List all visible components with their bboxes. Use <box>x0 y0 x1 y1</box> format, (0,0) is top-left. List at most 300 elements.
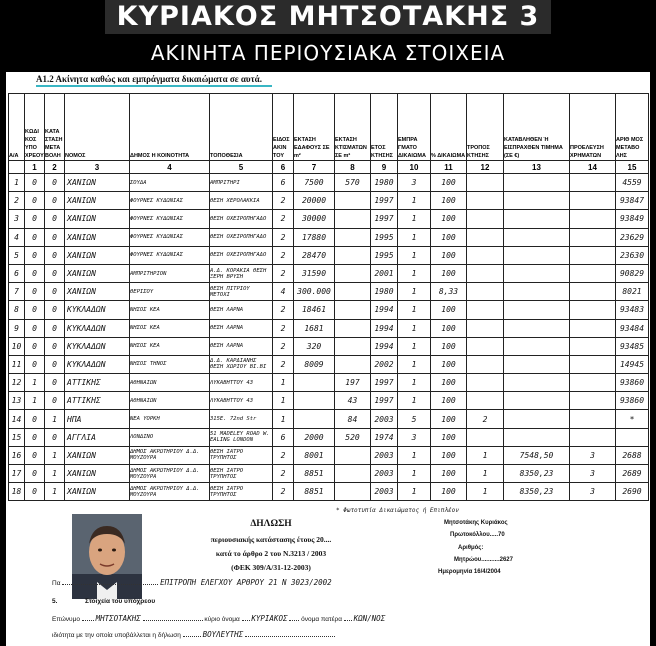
table-cell: 23630 <box>616 246 649 264</box>
table-cell: ΗΠΑ <box>65 410 130 428</box>
table-cell: 0 <box>25 446 45 464</box>
table-cell <box>294 410 335 428</box>
table-cell: 1 <box>467 483 504 501</box>
table-cell: 12 <box>9 374 25 392</box>
table-cell: 0 <box>25 483 45 501</box>
table-cell: ΑΜΠΡΙΤΗΡΙ <box>210 174 273 192</box>
section-heading <box>52 598 155 605</box>
table-cell <box>504 428 570 446</box>
table-cell: 8851 <box>294 465 335 483</box>
table-cell <box>504 337 570 355</box>
table-cell: ΘΕΣΗ ΛΑΡΝΑ <box>210 337 273 355</box>
table-cell: ΚΥΚΛΑΔΩΝ <box>65 319 130 337</box>
table-cell: 1997 <box>371 392 398 410</box>
table-cell: Δ.Δ. ΚΑΡΔΙΑΝΗΣ ΘΕΣΗ ΧΩΡΙΟΥ ΒΙ.ΒΙ <box>210 355 273 373</box>
table-cell: 6 <box>273 174 294 192</box>
table-cell <box>504 355 570 373</box>
table-cell: * <box>616 410 649 428</box>
table-cell <box>616 428 649 446</box>
table-cell: ΑΓΓΛΙΑ <box>65 428 130 446</box>
column-number-cell: 1 <box>25 161 45 174</box>
banner-subtitle: ΑΚΙΝΗΤΑ ΠΕΡΙΟΥΣΙΑΚΑ ΣΤΟΙΧΕΙΑ <box>150 41 506 65</box>
table-cell: 4 <box>273 283 294 301</box>
table-cell: ΦΟΥΡΝΕΣ ΚΥΔΩΝΙΑΣ <box>130 228 210 246</box>
table-cell: 1994 <box>371 301 398 319</box>
recipient-value: ΕΠΙΤΡΟΠΗ ΕΛΕΓΧΟΥ ΑΡΘΡΟΥ 21 Ν 3023/2002 <box>160 578 332 587</box>
table-cell: ΧΑΝΙΩΝ <box>65 174 130 192</box>
table-row <box>9 319 649 337</box>
table-cell: 8009 <box>294 355 335 373</box>
column-number-cell <box>9 161 25 174</box>
section-label: Στοιχεία του υπόχρεου <box>85 598 156 605</box>
table-cell: 1 <box>398 228 431 246</box>
table-cell: 1 <box>398 301 431 319</box>
banner-title-bar <box>0 0 656 34</box>
table-cell: ΝΗΣΟΣ ΚΕΑ <box>130 337 210 355</box>
table-cell: 28470 <box>294 246 335 264</box>
father-label: όνομα πατέρα <box>301 616 342 623</box>
table-cell <box>335 246 371 264</box>
table-cell: 100 <box>431 483 467 501</box>
column-header: % ΔΙΚΑΙΩΜΑ <box>431 94 467 161</box>
table-cell <box>570 246 616 264</box>
capacity-row <box>52 630 335 639</box>
table-cell: ΘΕΡΙΣΟΥ <box>130 283 210 301</box>
table-row <box>9 174 649 192</box>
table-cell: 100 <box>431 337 467 355</box>
table-row <box>9 392 649 410</box>
table-cell: 1 <box>25 392 45 410</box>
table-cell: 1997 <box>371 210 398 228</box>
table-cell: 93485 <box>616 337 649 355</box>
table-cell <box>570 174 616 192</box>
table-cell: 3 <box>398 428 431 446</box>
table-cell: ΘΕΣΗ ΛΑΡΝΑ <box>210 319 273 337</box>
table-cell: 93484 <box>616 319 649 337</box>
table-cell: ΑΘΗΝΑΙΩΝ <box>130 374 210 392</box>
table-cell <box>335 210 371 228</box>
table-cell: 2 <box>273 192 294 210</box>
column-number-cell: 4 <box>130 161 210 174</box>
table-cell: 6 <box>9 264 25 282</box>
registry-date: Ημερομηνία 16/4/2004 <box>438 569 501 575</box>
table-cell: 13 <box>9 392 25 410</box>
table-cell: 100 <box>431 374 467 392</box>
table-cell: 20000 <box>294 192 335 210</box>
table-cell: ΘΕΣΗ ΟΧΕΙΡΟΠΗΓΑΔΟ <box>210 228 273 246</box>
table-cell: 93860 <box>616 374 649 392</box>
table-cell: ΘΕΣΗ ΙΑΤΡΟ ΤΡΥΠΗΤΟΣ <box>210 483 273 501</box>
table-cell: 1681 <box>294 319 335 337</box>
table-cell: 0 <box>25 337 45 355</box>
table-cell: ΑΘΗΝΑΙΩΝ <box>130 392 210 410</box>
declaration-line-3: (ΦΕΚ 309/Α/31-12-2003) <box>231 563 311 572</box>
table-cell: 8350,23 <box>504 465 570 483</box>
table-cell: 315E. 72nd Str <box>210 410 273 428</box>
table-cell: 1994 <box>371 337 398 355</box>
table-cell: ΝΗΣΟΣ ΤΗΝΟΣ <box>130 355 210 373</box>
table-cell: 18 <box>9 483 25 501</box>
table-cell: 0 <box>25 465 45 483</box>
capacity-label: ιδιότητα με την οποία υποβάλλεται η δήλωση <box>52 632 181 639</box>
table-cell: 2 <box>273 301 294 319</box>
registry-number: Μητρώου...........2627 <box>454 557 513 563</box>
table-row <box>9 337 649 355</box>
table-cell: ΝΕΑ ΥΟΡΚΗ <box>130 410 210 428</box>
table-header-row <box>9 94 649 161</box>
table-cell: 93483 <box>616 301 649 319</box>
column-header: ΤΟΠΟΘΕΣΙΑ <box>210 94 273 161</box>
table-cell <box>467 174 504 192</box>
column-header: ΕΤΟΣ ΚΤΗΣΗΣ <box>371 94 398 161</box>
table-cell: 2 <box>467 410 504 428</box>
column-number-cell: 10 <box>398 161 431 174</box>
table-cell: 0 <box>45 301 65 319</box>
column-header: ΚΩΔΙ ΚΟΣ ΥΠΟ ΧΡΕΟΥ <box>25 94 45 161</box>
table-cell <box>504 283 570 301</box>
table-cell: 7 <box>9 283 25 301</box>
table-cell: 2 <box>9 192 25 210</box>
table-cell: ΔΗΜΟΣ ΑΚΡΩΤΗΡΙΟΥ Δ.Δ. ΜΟΥΖΟΥΡΑ <box>130 465 210 483</box>
table-cell: 10 <box>9 337 25 355</box>
table-cell: 1 <box>273 410 294 428</box>
table-cell <box>570 319 616 337</box>
firstname-value: ΚΥΡΙΑΚΟΣ <box>251 614 288 623</box>
table-cell: 100 <box>431 465 467 483</box>
table-cell: 0 <box>45 228 65 246</box>
table-cell: 2 <box>273 319 294 337</box>
table-cell: 1 <box>398 319 431 337</box>
table-cell: 0 <box>25 428 45 446</box>
table-cell: 100 <box>431 174 467 192</box>
table-cell <box>335 228 371 246</box>
table-cell <box>335 301 371 319</box>
table-cell: 0 <box>45 174 65 192</box>
table-cell: 1 <box>398 392 431 410</box>
table-cell: 8021 <box>616 283 649 301</box>
table-cell: 1 <box>9 174 25 192</box>
column-header: ΕΙΔΟΣ ΑΚΙΝ ΤΟΥ <box>273 94 294 161</box>
column-number-cell: 8 <box>335 161 371 174</box>
table-cell: 8350,23 <box>504 483 570 501</box>
table-cell: 14 <box>9 410 25 428</box>
column-header: ΕΚΤΑΣΗ ΚΤΙΣΜΑΤΩΝ ΣΕ m² <box>335 94 371 161</box>
table-cell <box>294 374 335 392</box>
table-cell: 1 <box>398 246 431 264</box>
table-cell <box>467 337 504 355</box>
table-cell: 2 <box>273 465 294 483</box>
column-header: ΕΜΠΡΑ ΓΜΑΤΟ ΔΙΚΑΙΩΜΑ <box>398 94 431 161</box>
surname-value: ΜΗΤΣΟΤΑΚΗΣ <box>95 614 141 623</box>
capacity-value: ΒΟΥΛΕΥΤΗΣ <box>202 630 244 639</box>
table-cell: 0 <box>45 374 65 392</box>
table-cell: 8001 <box>294 446 335 464</box>
table-cell <box>570 192 616 210</box>
table-cell: ΦΟΥΡΝΕΣ ΚΥΔΩΝΙΑΣ <box>130 210 210 228</box>
father-value: ΚΩΝ/ΝΟΣ <box>353 614 386 623</box>
table-cell: 1980 <box>371 174 398 192</box>
table-cell <box>294 392 335 410</box>
table-cell <box>335 283 371 301</box>
table-cell: 2000 <box>294 428 335 446</box>
table-cell: ΑΜΠΡΙΤΗΡΙΟΝ <box>130 264 210 282</box>
table-row <box>9 374 649 392</box>
table-cell <box>504 228 570 246</box>
table-cell: 1 <box>398 192 431 210</box>
table-cell <box>570 210 616 228</box>
table-cell: 4559 <box>616 174 649 192</box>
table-cell: ΝΗΣΟΣ ΚΕΑ <box>130 301 210 319</box>
table-cell <box>570 410 616 428</box>
table-cell: ΚΥΚΛΑΔΩΝ <box>65 337 130 355</box>
table-cell: 0 <box>45 283 65 301</box>
table-cell <box>504 374 570 392</box>
table-cell: 100 <box>431 228 467 246</box>
table-cell <box>504 319 570 337</box>
table-cell <box>467 428 504 446</box>
column-number-cell: 5 <box>210 161 273 174</box>
table-cell: ΝΗΣΟΣ ΚΕΑ <box>130 319 210 337</box>
table-cell: 100 <box>431 301 467 319</box>
table-cell: 197 <box>335 374 371 392</box>
table-cell <box>570 337 616 355</box>
table-cell <box>467 210 504 228</box>
column-number-cell: 7 <box>294 161 335 174</box>
column-number-cell: 14 <box>570 161 616 174</box>
table-row <box>9 210 649 228</box>
table-cell: 1 <box>398 483 431 501</box>
table-cell: 1 <box>398 283 431 301</box>
table-row <box>9 246 649 264</box>
table-cell: 1 <box>45 465 65 483</box>
assets-table <box>8 93 649 501</box>
table-cell: 0 <box>25 192 45 210</box>
column-header: ΤΡΟΠΟΣ ΚΤΗΣΗΣ <box>467 94 504 161</box>
table-cell: 3 <box>570 465 616 483</box>
column-number-cell: 9 <box>371 161 398 174</box>
table-cell: 17 <box>9 465 25 483</box>
table-cell: 1 <box>398 374 431 392</box>
table-cell: ΘΕΣΗ ΟΧΕΙΡΟΠΗΓΑΔΟ <box>210 246 273 264</box>
table-cell: 2001 <box>371 264 398 282</box>
table-cell <box>335 483 371 501</box>
table-cell <box>467 246 504 264</box>
table-cell: 1994 <box>371 319 398 337</box>
table-cell: 90829 <box>616 264 649 282</box>
table-row <box>9 192 649 210</box>
table-cell: 1 <box>273 392 294 410</box>
table-cell: 1997 <box>371 192 398 210</box>
table-cell: 100 <box>431 319 467 337</box>
table-row <box>9 228 649 246</box>
table-cell: 1995 <box>371 246 398 264</box>
column-header: ΚΑΤΑΒΛΗΘΕΝ Ή ΕΙΣΠΡΑΧΘΕΝ ΤΙΜΗΜΑ (ΣΕ €) <box>504 94 570 161</box>
table-cell: ΛΥΚΑΒΗΤΤΟΥ 43 <box>210 374 273 392</box>
declaration-line-2: κατά το άρθρο 2 του Ν.3213 / 2003 <box>215 549 327 558</box>
table-cell: 300.000 <box>294 283 335 301</box>
table-cell: 0 <box>45 428 65 446</box>
table-cell <box>504 246 570 264</box>
table-cell: 30000 <box>294 210 335 228</box>
table-cell <box>467 355 504 373</box>
column-number-cell: 11 <box>431 161 467 174</box>
declaration-line-1: περιουσιακής κατάστασης έτους 20.... <box>210 535 332 544</box>
table-cell: 2002 <box>371 355 398 373</box>
table-cell: 23629 <box>616 228 649 246</box>
table-cell <box>335 465 371 483</box>
table-cell <box>467 264 504 282</box>
column-header: ΑΡΙΘ ΜΟΣ ΜΕΤΑΒΟ ΛΗΣ <box>616 94 649 161</box>
table-cell: ΑΤΤΙΚΗΣ <box>65 374 130 392</box>
table-cell: 7500 <box>294 174 335 192</box>
column-header: ΝΟΜΟΣ <box>65 94 130 161</box>
table-cell: ΣΟΥΔΑ <box>130 174 210 192</box>
table-cell: 2690 <box>616 483 649 501</box>
table-cell: 100 <box>431 355 467 373</box>
table-cell: 0 <box>25 319 45 337</box>
table-cell: 8,33 <box>431 283 467 301</box>
table-cell: 0 <box>45 192 65 210</box>
table-cell: ΧΑΝΙΩΝ <box>65 283 130 301</box>
table-cell: 2 <box>273 337 294 355</box>
table-cell <box>467 301 504 319</box>
table-cell: ΛΥΚΑΒΗΤΤΟΥ 43 <box>210 392 273 410</box>
table-cell: 9 <box>9 319 25 337</box>
table-cell: 18461 <box>294 301 335 319</box>
table-cell <box>570 228 616 246</box>
table-cell <box>504 210 570 228</box>
column-number-cell: 13 <box>504 161 570 174</box>
section-number: 5. <box>52 598 58 605</box>
table-cell <box>504 264 570 282</box>
table-cell <box>570 392 616 410</box>
table-cell: 43 <box>335 392 371 410</box>
table-cell: 0 <box>25 174 45 192</box>
registry-number-label: Αριθμός: <box>458 545 484 551</box>
table-cell: 2 <box>273 446 294 464</box>
table-cell <box>504 192 570 210</box>
registry-name: Μητσοτάκης Κυριάκος <box>444 520 508 526</box>
table-row <box>9 410 649 428</box>
column-header: Α/Α <box>9 94 25 161</box>
table-cell: ΧΑΝΙΩΝ <box>65 446 130 464</box>
table-cell: 520 <box>335 428 371 446</box>
registry-protocol: Πρωτοκόλλου.....70 <box>450 532 505 538</box>
table-cell <box>570 428 616 446</box>
table-cell <box>335 192 371 210</box>
table-cell: 1997 <box>371 374 398 392</box>
table-cell <box>570 301 616 319</box>
table-cell <box>467 283 504 301</box>
table-cell: 1974 <box>371 428 398 446</box>
table-cell: 15 <box>9 428 25 446</box>
recipient-row <box>52 578 332 587</box>
table-cell: 1995 <box>371 228 398 246</box>
table-cell: 2688 <box>616 446 649 464</box>
table-cell: ΘΕΣΗ ΧΕΡΟΛΑΚΚΙΑ <box>210 192 273 210</box>
table-cell: ΧΑΝΙΩΝ <box>65 483 130 501</box>
table-cell <box>570 283 616 301</box>
table-cell: 0 <box>25 410 45 428</box>
table-cell: ΔΗΜΟΣ ΑΚΡΩΤΗΡΙΟΥ Δ.Δ. ΜΟΥΖΟΥΡΑ <box>130 483 210 501</box>
table-cell: 2003 <box>371 446 398 464</box>
table-cell: 2 <box>273 483 294 501</box>
table-cell: 4 <box>9 228 25 246</box>
handwritten-note: * Φωτοτυπία Δικαιώματος ή Επιπλέον <box>336 507 459 514</box>
table-cell: 1 <box>45 446 65 464</box>
table-cell: 320 <box>294 337 335 355</box>
table-cell: 100 <box>431 446 467 464</box>
table-cell: 11 <box>9 355 25 373</box>
table-cell: 14945 <box>616 355 649 373</box>
table-cell: 3 <box>570 483 616 501</box>
table-cell: 2 <box>273 264 294 282</box>
table-cell <box>504 174 570 192</box>
table-cell <box>504 410 570 428</box>
table-cell: 2 <box>273 210 294 228</box>
table-cell: 3 <box>570 446 616 464</box>
table-cell: 16 <box>9 446 25 464</box>
table-cell: 2689 <box>616 465 649 483</box>
column-header: ΕΚΤΑΣΗ ΕΔΑΦΟΥΣ ΣΕ m² <box>294 94 335 161</box>
column-number-row <box>9 161 649 174</box>
table-cell <box>335 319 371 337</box>
table-cell: 100 <box>431 410 467 428</box>
table-cell: ΘΕΣΗ ΠΙΤΡΙΟΥ ΜΕΤΟΧΙ <box>210 283 273 301</box>
table-cell: 31590 <box>294 264 335 282</box>
table-cell: 100 <box>431 192 467 210</box>
table-cell: 93849 <box>616 210 649 228</box>
table-cell: 0 <box>45 264 65 282</box>
table-cell: 2003 <box>371 465 398 483</box>
table-cell: 0 <box>45 392 65 410</box>
table-cell: ΔΗΜΟΣ ΑΚΡΩΤΗΡΙΟΥ Δ.Δ. ΜΟΥΖΟΥΡΑ <box>130 446 210 464</box>
table-cell <box>504 392 570 410</box>
table-cell: ΘΕΣΗ ΙΑΤΡΟ ΤΡΥΠΗΤΟΣ <box>210 446 273 464</box>
column-header: ΠΡΟΕΛΕΥΣΗ ΧΡΗΜΑΤΩΝ <box>570 94 616 161</box>
table-cell: ΦΟΥΡΝΕΣ ΚΥΔΩΝΙΑΣ <box>130 192 210 210</box>
table-cell: 1 <box>398 264 431 282</box>
table-cell: 570 <box>335 174 371 192</box>
table-cell: 1 <box>25 374 45 392</box>
table-cell <box>467 374 504 392</box>
table-cell: 100 <box>431 210 467 228</box>
table-cell: 2003 <box>371 410 398 428</box>
table-cell: 1 <box>467 446 504 464</box>
table-cell: 3 <box>398 174 431 192</box>
declaration-page <box>6 72 650 646</box>
table-cell: 1 <box>398 210 431 228</box>
table-cell: ΧΑΝΙΩΝ <box>65 246 130 264</box>
table-cell: 17880 <box>294 228 335 246</box>
table-cell: ΘΕΣΗ ΛΑΡΝΑ <box>210 301 273 319</box>
table-cell: 0 <box>45 319 65 337</box>
table-row <box>9 446 649 464</box>
table-body <box>9 174 649 501</box>
table-cell: ΧΑΝΙΩΝ <box>65 210 130 228</box>
table-cell: 5 <box>398 410 431 428</box>
table-cell: 5 <box>9 246 25 264</box>
name-row <box>52 614 385 623</box>
table-cell: ΧΑΝΙΩΝ <box>65 228 130 246</box>
table-cell <box>467 192 504 210</box>
table-cell: 100 <box>431 246 467 264</box>
table-cell: 8851 <box>294 483 335 501</box>
column-header: ΚΑΤΑ ΣΤΑΣΗ ΜΕΤΑ ΒΟΛΗ <box>45 94 65 161</box>
table-cell: ΘΕΣΗ ΟΧΕΙΡΟΠΗΓΑΔΟ <box>210 210 273 228</box>
section-title-underline <box>36 85 272 87</box>
table-cell: 0 <box>45 210 65 228</box>
